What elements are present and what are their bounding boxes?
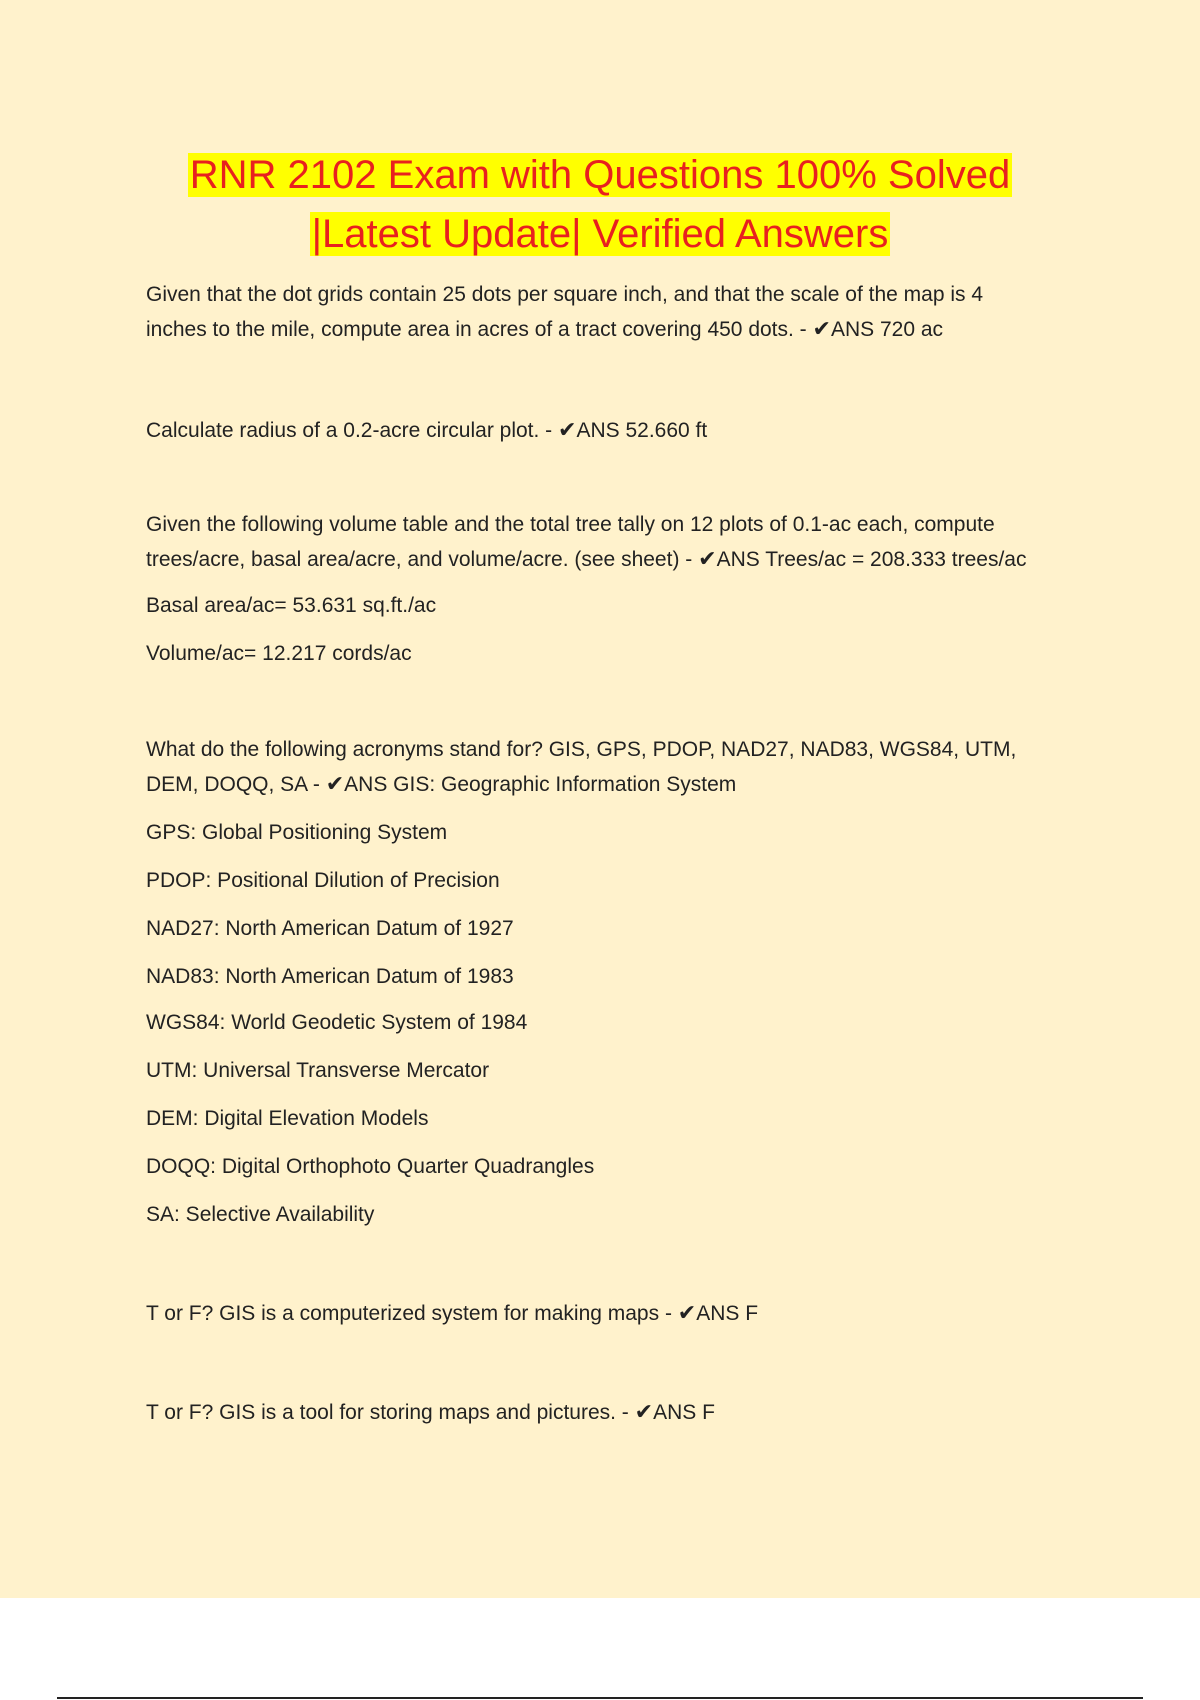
question-text: Given the following volume table and the total tree tally on 12 plots of 0.1-ac each, compute [146,513,995,536]
answer-text: ANS F [653,1401,715,1424]
answer-line: NAD27: North American Datum of 1927 [146,917,514,940]
question-1 [146,278,1086,347]
answer-text: ANS F [696,1302,759,1325]
question-text: T or F? GIS is a tool for storing maps and pictures. - [146,1401,629,1424]
checkmark-icon: ✔ [634,1399,654,1424]
checkmark-icon: ✔ [812,316,831,341]
answer-text: ANS 720 ac [830,318,944,341]
checkmark-icon: ✔ [325,771,345,796]
answer-line: DEM: Digital Elevation Models [146,1107,429,1130]
title-line-1: RNR 2102 Exam with Questions 100% Solved [189,153,1011,197]
question-text: DEM, DOQQ, SA - [146,773,320,796]
question-text: T or F? GIS is a computerized system for making maps - [146,1302,672,1325]
answer-line: UTM: Universal Transverse Mercator [146,1059,490,1082]
answer-line: NAD83: North American Datum of 1983 [146,965,514,988]
title-line-2: |Latest Update| Verified Answers [311,212,889,256]
question-text: What do the following acronyms stand for? GIS, GPS, PDOP, NAD27, NAD83, WGS84, UTM, [146,738,1017,761]
answer-line: SA: Selective Availability [146,1203,375,1226]
answer-line: Basal area/ac= 53.631 sq.ft./ac [146,594,437,617]
question-6 [146,1395,1086,1430]
page-divider [57,1697,1143,1699]
question-text: inches to the mile, compute area in acres of a tract covering 450 dots. - [146,318,807,341]
question-5 [146,1296,1086,1331]
answer-line: GPS: Global Positioning System [146,821,448,844]
answer-text: ANS GIS: Geographic Information System [344,773,737,796]
question-text: trees/acre, basal area/acre, and volume/acre. (see sheet) - [146,548,693,571]
answer-line: Volume/ac= 12.217 cords/ac [146,642,412,665]
qa-content [146,278,1086,1430]
checkmark-icon: ✔ [677,1300,697,1325]
answer-text: ANS Trees/ac = 208.333 trees/ac [716,548,1027,571]
checkmark-icon: ✔ [698,546,717,571]
question-4 [146,733,1086,802]
answer-line: DOQQ: Digital Orthophoto Quarter Quadrangles [146,1155,595,1178]
answer-text: ANS 52.660 ft [576,419,708,442]
question-3 [146,508,1086,577]
checkmark-icon: ✔ [558,417,577,442]
question-text: Given that the dot grids contain 25 dots per square inch, and that the scale of the map is 4 [146,283,984,306]
document-title [0,146,1200,264]
answer-line: WGS84: World Geodetic System of 1984 [146,1011,528,1034]
question-text: Calculate radius of a 0.2-acre circular plot. - [146,419,553,442]
question-2 [146,413,1086,448]
answer-line: PDOP: Positional Dilution of Precision [146,869,500,892]
